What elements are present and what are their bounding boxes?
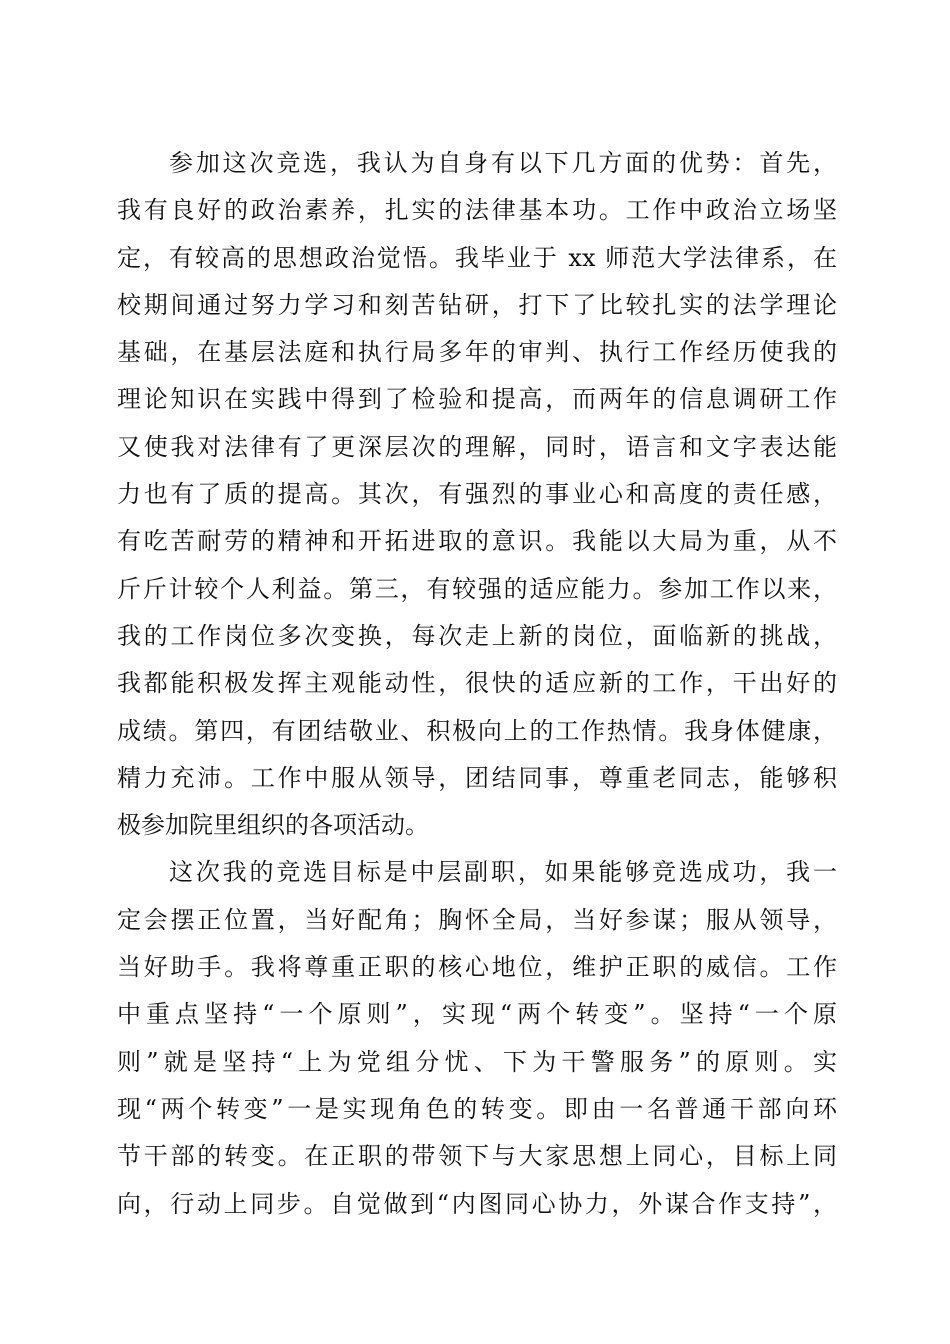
text-line: 向，行动上同步。自觉做到“内图同心协力，外谋合作支持”， [117,1189,837,1218]
text-line: 当好助手。我将尊重正职的核心地位，维护正职的威信。工作 [117,953,837,982]
text-line: 我有良好的政治素养，扎实的法律基本功。工作中政治立场坚 [117,196,837,225]
text-line: 基础，在基层法庭和执行局多年的审判、执行工作经历使我的 [117,338,837,367]
text-line: 极参加院里组织的各项活动。 [117,811,429,840]
text-line: 有吃苦耐劳的精神和开拓进取的意识。我能以大局为重，从不 [117,527,837,556]
paragraph-advantages [117,140,837,849]
text-line: 这次我的竞选目标是中层副职，如果能够竞选成功，我一 [169,858,837,887]
text-line: 定，有较高的思想政治觉悟。我毕业于 xx 师范大学法律系，在 [117,243,837,272]
text-line: 我都能积极发挥主观能动性，很快的适应新的工作，干出好的 [117,669,837,698]
text-line: 理论知识在实践中得到了检验和提高，而两年的信息调研工作 [117,385,837,414]
text-line: 参加这次竞选，我认为自身有以下几方面的优势：首先， [169,149,837,177]
text-line: 定会摆正位置，当好配角；胸怀全局，当好参谋；服从领导， [117,905,837,934]
text-line: 我的工作岗位多次变换，每次走上新的岗位，面临新的挑战， [117,621,837,650]
text-line: 校期间通过努力学习和刻苦钻研，打下了比较扎实的法学理论 [117,290,837,319]
text-line: 精力充沛。工作中服从领导，团结同事，尊重老同志，能够积 [117,763,837,792]
text-line: 中重点坚持“一个原则”，实现“两个转变”。坚持“一个原 [117,1000,837,1029]
text-line: 则”就是坚持“上为党组分忧、下为干警服务”的原则。实 [117,1047,837,1076]
text-line: 节干部的转变。在正职的带领下与大家思想上同心，目标上同 [117,1142,837,1171]
document-body [117,140,837,1228]
text-line: 现“两个转变”一是实现角色的转变。即由一名普通干部向环 [117,1094,837,1123]
text-line: 成绩。第四，有团结敬业、积极向上的工作热情。我身体健康， [117,716,837,745]
text-line: 力也有了质的提高。其次，有强烈的事业心和高度的责任感， [117,480,837,509]
text-line: 又使我对法律有了更深层次的理解，同时，语言和文字表达能 [117,432,837,461]
text-line: 斤斤计较个人利益。第三，有较强的适应能力。参加工作以来， [117,574,837,603]
paragraph-goals [117,849,837,1227]
